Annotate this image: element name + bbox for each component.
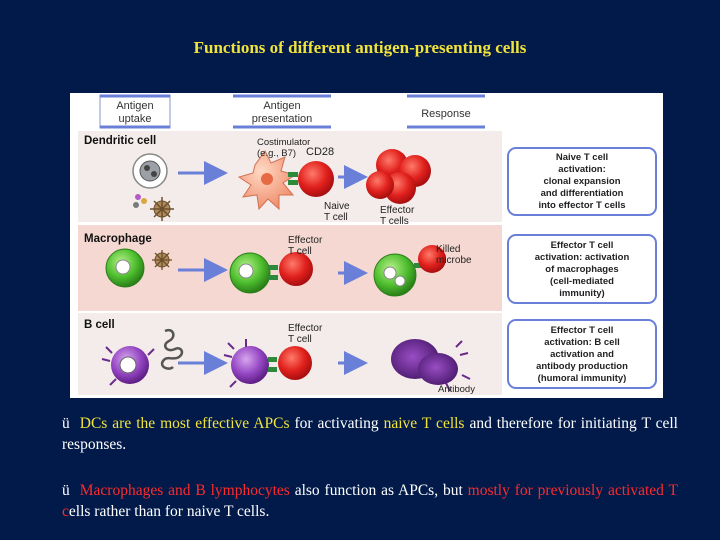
response-mac-l3: of macrophages xyxy=(545,264,619,275)
row-label-bcell: B cell xyxy=(84,319,115,331)
label-costimulator: Costimulator xyxy=(257,137,311,148)
dendritic-uptake-cell xyxy=(133,154,167,188)
response-dc-l1: Naive T cell xyxy=(555,152,609,163)
label-antibody: Antibody xyxy=(438,384,475,395)
effector-t-cell-b xyxy=(278,346,312,380)
bullet1-seg1: DCs are the most effective APCs xyxy=(79,415,290,432)
label-effector-b: Effector xyxy=(288,323,323,334)
response-mac-l5: immunity) xyxy=(559,288,605,299)
header-response-line1: Response xyxy=(421,108,471,120)
microbe-icon-2 xyxy=(152,250,172,270)
bullet2-seg2: also function as APCs, but xyxy=(289,482,468,499)
label-killed: Killed xyxy=(436,244,461,255)
response-dc-l3: clonal expansion xyxy=(543,176,621,187)
row-label-dendritic: Dendritic cell xyxy=(84,135,157,147)
bullet1-seg2: for activating xyxy=(289,415,384,432)
header-uptake xyxy=(100,95,170,128)
naive-t-cell xyxy=(298,161,334,197)
bullet2-seg1: Macrophages and B lymphocytes xyxy=(79,482,290,499)
header-presentation-line1: Antigen xyxy=(263,100,301,112)
response-box-dendritic xyxy=(508,148,656,215)
response-b-l5: (humoral immunity) xyxy=(537,373,627,384)
apc-diagram xyxy=(70,93,663,398)
row-label-macrophage: Macrophage xyxy=(84,233,152,245)
label-effector-tcells: T cells xyxy=(380,216,409,227)
label-cd28: CD28 xyxy=(306,146,335,158)
response-b-l4: antibody production xyxy=(536,361,628,372)
header-presentation-line2: presentation xyxy=(251,113,313,125)
bullet1-seg3: naive T cells xyxy=(383,415,465,432)
label-naive: Naive xyxy=(324,201,350,212)
response-dc-l4: and differentiation xyxy=(540,188,624,199)
response-b-l3: activation and xyxy=(550,349,614,360)
header-response xyxy=(407,95,485,128)
label-effector-dc: Effector xyxy=(380,205,415,216)
check-icon-2: ü xyxy=(62,482,70,499)
response-mac-l1: Effector T cell xyxy=(550,240,614,251)
bullet-macrophage-bcell xyxy=(62,480,678,522)
response-dc-l5: into effector T cells xyxy=(538,200,626,211)
macrophage-uptake-cell xyxy=(106,249,144,287)
label-effector-mac-tcell: T cell xyxy=(288,246,312,257)
label-costimulator-eg: (e.g., B7) xyxy=(257,148,297,159)
slide-title: Functions of different antigen-presenting cells xyxy=(193,38,527,57)
label-effector-b-tcell: T cell xyxy=(288,334,312,345)
bullet2-seg4: ells rather than for naive T cells. xyxy=(68,503,270,520)
bullet-dc-effectiveness xyxy=(62,413,678,455)
bullet1-seg4: and therefore for initiating T cell responses. xyxy=(62,415,678,453)
header-uptake-line2: uptake xyxy=(118,113,152,125)
label-killed-microbe: microbe xyxy=(436,255,472,266)
response-mac-l4: (cell-mediated xyxy=(550,276,614,287)
response-b-l2: activation: B cell xyxy=(544,337,620,348)
check-icon: ü xyxy=(62,415,70,432)
bullet2-seg3: mostly for previously activated T c xyxy=(62,482,678,520)
label-effector-mac: Effector xyxy=(288,235,323,246)
response-b-l1: Effector T cell xyxy=(550,325,614,336)
label-naive-tcell: T cell xyxy=(324,212,348,223)
response-mac-l2: activation: activation xyxy=(534,252,630,263)
response-box-bcell xyxy=(508,320,656,388)
header-uptake-line1: Antigen xyxy=(116,100,154,112)
effector-t-cell-mac xyxy=(279,252,313,286)
header-presentation xyxy=(233,95,331,128)
response-dc-l2: activation: xyxy=(558,164,606,175)
response-box-macrophage xyxy=(508,235,656,303)
